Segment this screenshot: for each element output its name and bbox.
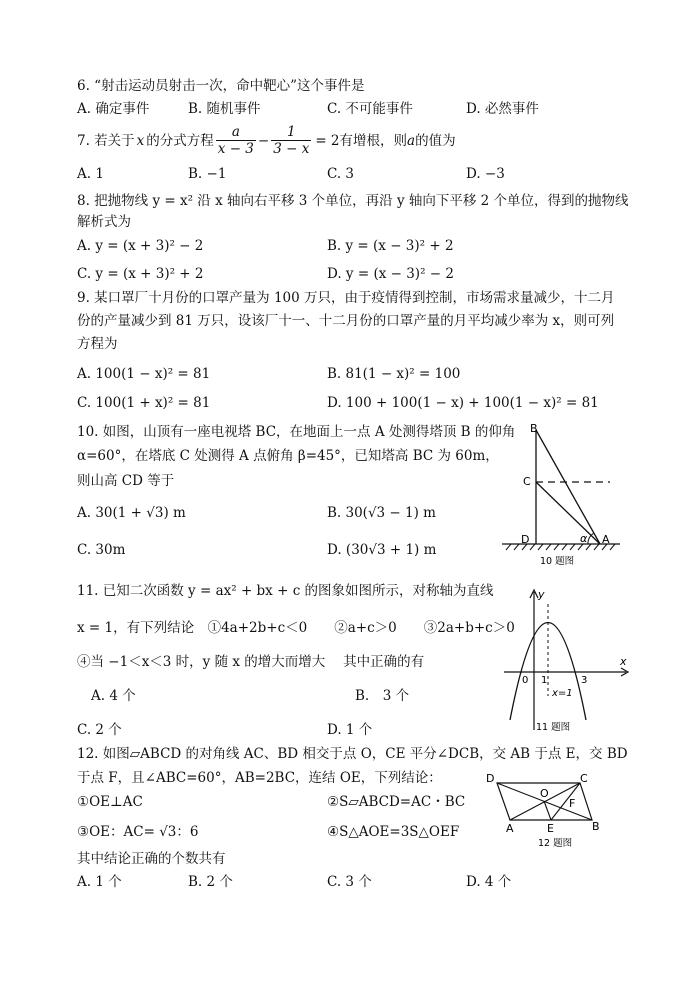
- q7-var-x: x: [136, 132, 145, 149]
- q10-line-3: 则山高 CD 等于: [77, 473, 175, 489]
- q8-line-1: 8. 把抛物线 y = x² 沿 x 轴向右平移 3 个单位，再沿 y 轴向下平移 2 个单位，得到的抛物线: [77, 193, 629, 209]
- q10-label-d: D: [521, 533, 530, 546]
- q7-mid: 的分式方程: [146, 132, 214, 149]
- q10-label-b: B: [530, 422, 538, 435]
- q10-line-2: α=60°，在塔底 C 处测得 A 点俯角 β=45°，已知塔高 BC 为 60m，: [77, 448, 499, 464]
- q10-option-a: A. 30(1 + √3) m: [77, 505, 186, 521]
- q10-caption: 10 题图: [540, 556, 575, 567]
- q7-tail-1: 有增根，则: [339, 132, 408, 149]
- q7-option-c: C. 3: [327, 166, 355, 182]
- q9-option-a: A. 100(1 − x)² = 81: [77, 366, 211, 382]
- q12-conclusion-2: ②S▱ABCD=AC・BC: [327, 794, 466, 810]
- q7-option-a: A. 1: [77, 166, 104, 182]
- q8-option-c: C. y = (x + 3)² + 2: [77, 266, 204, 282]
- q10-option-c: C. 30m: [77, 542, 126, 558]
- q10-line-ab: [536, 430, 600, 544]
- q11-option-c: C. 2 个: [77, 722, 122, 738]
- q12-label-a: A: [506, 822, 514, 835]
- q6-option-b: B. 随机事件: [188, 101, 261, 117]
- q7-fraction-1: [216, 124, 256, 157]
- q8-option-a: A. y = (x + 3)² − 2: [77, 238, 204, 254]
- q12-label-o: O: [540, 787, 549, 800]
- q12-bisector-ce: [551, 783, 580, 820]
- q12-conclusion-1: ①OE⊥AC: [77, 794, 143, 810]
- q11-line-2: x = 1，有下列结论 ①4a+2b+c＜0 ②a+c＞0 ③2a+b+c＞0: [77, 620, 515, 636]
- q9-line-2: 份的产量减少到 81 万只，设该厂十一、十二月份的口罩产量的月平均减少率为 x，则可列: [77, 313, 615, 329]
- q12-line-1: 12. 如图▱ABCD 的对角线 AC、BD 相交于点 O，CE 平分∠DCB，交 AB 于点 E，交 BD: [77, 746, 628, 762]
- q12-conclusion-3: ③OE：AC= √3：6: [77, 824, 199, 840]
- q11-figure: [500, 580, 632, 740]
- q7-frac1-denominator: x − 3: [217, 141, 254, 158]
- q9-line-1: 9. 某口罩厂十月份的口罩产量为 100 万只，由于疫情得到控制，市场需求量减少，十二月: [77, 290, 615, 306]
- q12-conclusion-4: ④S△AOE=3S△OEF: [327, 824, 460, 840]
- q7-frac2-numerator: 1: [271, 124, 311, 141]
- q11-line-1: 11. 已知二次函数 y = ax² + bx + c 的图象如图所示，对称轴为直线: [77, 583, 494, 599]
- q7-minus: −: [257, 132, 270, 149]
- q10-figure: [498, 420, 624, 570]
- q9-option-c: C. 100(1 + x)² = 81: [77, 395, 211, 411]
- q11-line-3: ④当 −1＜x＜3 时，y 随 x 的增大而增大 其中正确的有: [77, 654, 425, 670]
- q12-line-3: 其中结论正确的个数共有: [77, 851, 226, 867]
- q7-rhs: = 2: [315, 132, 340, 149]
- q12-option-b: B. 2 个: [188, 874, 233, 890]
- q12-figure: [480, 770, 606, 852]
- q12-label-e: E: [547, 822, 554, 835]
- q12-line-2: 于点 F，且∠ABC=60°，AB=2BC，连结 OE，下列结论：: [77, 770, 442, 786]
- q7-stem: [77, 124, 456, 157]
- q12-option-d: D. 4 个: [466, 874, 512, 890]
- q8-line-2: 解析式为: [77, 214, 131, 230]
- q9-option-b: B. 81(1 − x)² = 100: [327, 366, 461, 382]
- q7-option-b: B. −1: [188, 166, 227, 182]
- q10-angle-arc: [588, 533, 594, 544]
- q7-frac2-denominator: 3 − x: [273, 141, 310, 158]
- q11-label-one: 1: [541, 675, 548, 686]
- q10-label-alpha: α: [580, 532, 588, 545]
- q12-option-c: C. 3 个: [327, 874, 372, 890]
- q12-label-c: C: [580, 772, 588, 785]
- q8-option-b: B. y = (x − 3)² + 2: [327, 238, 454, 254]
- q11-option-d: D. 1 个: [327, 722, 373, 738]
- q6-option-c: C. 不可能事件: [327, 101, 413, 117]
- q12-label-b: B: [592, 820, 600, 833]
- q11-option-b: B. 3 个: [355, 688, 410, 704]
- q12-option-a: A. 1 个: [77, 874, 122, 890]
- q11-caption: 11 题图: [536, 722, 571, 733]
- q11-option-a: A. 4 个: [91, 688, 136, 704]
- q10-option-b: B. 30(√3 − 1) m: [327, 505, 436, 521]
- q7-frac1-numerator: a: [216, 124, 256, 141]
- q11-label-y: y: [538, 588, 545, 601]
- q10-label-a: A: [602, 533, 610, 546]
- q11-label-axis: x=1: [552, 688, 573, 699]
- q9-option-d: D. 100 + 100(1 − x) + 100(1 − x)² = 81: [327, 395, 599, 411]
- q12-label-d: D: [486, 772, 495, 785]
- q9-line-3: 方程为: [77, 336, 118, 352]
- q7-tail-2: 的值为: [415, 132, 456, 149]
- q8-option-d: D. y = (x − 3)² − 2: [327, 266, 454, 282]
- q7-lead: 7. 若关于: [77, 132, 135, 149]
- q12-caption: 12 题图: [538, 838, 573, 849]
- q10-line-1: 10. 如图，山顶有一座电视塔 BC，在地面上一点 A 处测得塔顶 B 的仰角: [77, 424, 516, 440]
- q11-label-three: 3: [581, 675, 588, 686]
- q11-label-origin: 0: [522, 675, 529, 686]
- q6-stem: 6. “射击运动员射击一次，命中靶心”这个事件是: [77, 78, 365, 94]
- q10-label-c: C: [523, 475, 531, 488]
- q10-option-d: D. (30√3 + 1) m: [327, 542, 437, 558]
- q6-option-a: A. 确定事件: [77, 101, 150, 117]
- q10-line-ac: [536, 482, 600, 544]
- q7-option-d: D. −3: [466, 166, 505, 182]
- q11-label-x: x: [620, 655, 627, 668]
- q6-option-d: D. 必然事件: [466, 101, 539, 117]
- q12-label-f: F: [569, 797, 576, 810]
- q7-fraction-2: [271, 124, 311, 157]
- q7-var-a: a: [407, 132, 416, 149]
